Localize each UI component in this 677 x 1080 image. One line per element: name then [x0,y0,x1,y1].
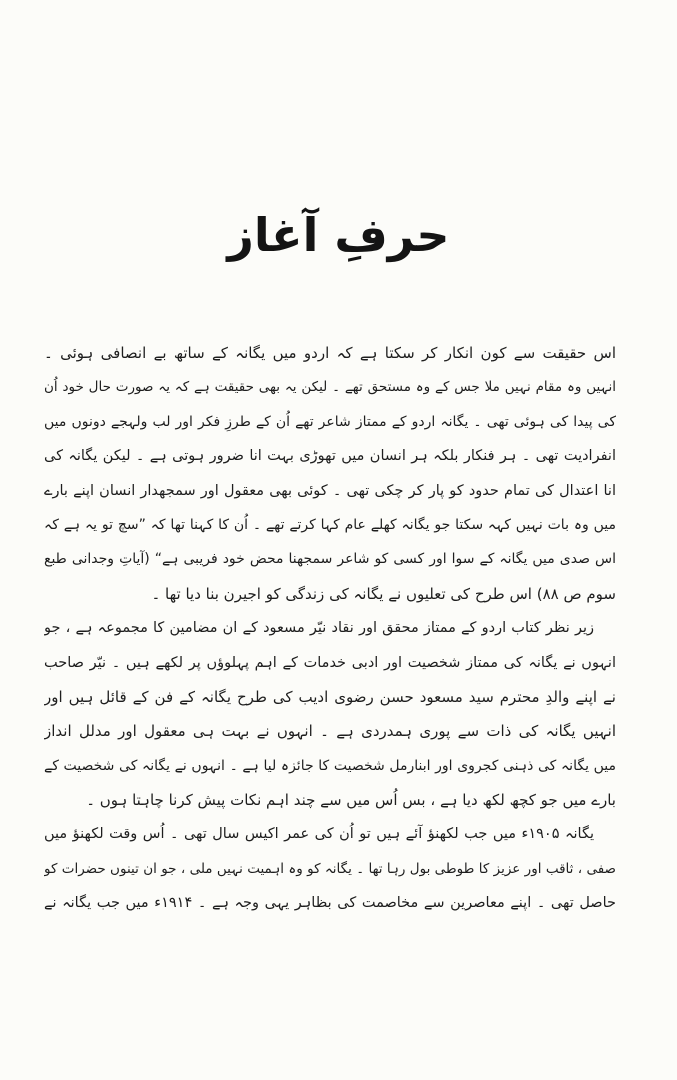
page-title: حرفِ آغاز [227,208,450,262]
text-line: نے اپنے والدِ محترم سید مسعود حسن رضوی ادیب کی طرح یگانہ کے فن کے قائل ہیں اور [44,687,616,706]
text-line: انفرادیت تھی ۔ ہر فنکار بلکہ ہر انسان میں تھوڑی بہت انا ضرور ہوتی ہے ۔ لیکن یگانہ کی [44,448,616,465]
text-line: زیر نظر کتاب اردو کے ممتاز محقق اور نقاد نیّر مسعود کے ان مضامین کا مجموعہ ہے ، جو [44,620,594,637]
text-line: بارے میں جو کچھ لکھ دیا ہے ، بس اُس میں سے چند اہم نکات پیش کرنا چاہتا ہوں ۔ [86,791,616,810]
text-line: اس حقیقت سے کون انکار کر سکتا ہے کہ اردو میں یگانہ کے ساتھ بے انصافی ہوئی ۔ [44,344,616,362]
text-line: صفی ، ثاقب اور عزیز کا طوطی بول رہا تھا ۔ یگانہ کو وہ اہمیت نہیں ملی ، جو ان تینوں حضرات کو [44,860,616,877]
text-line: یگانہ ۱۹۰۵ء میں جب لکھنؤ آئے ہیں تو اُن کی عمر اکیس سال تھی ۔ اُس وقت لکھنؤ میں [44,826,594,843]
body-text [44,336,616,921]
text-line: کی پیدا کی ہوئی تھی ۔ یگانہ اردو کے ممتاز شاعر تھے اُن کے طرزِ فکر اور لب ولہجے دونوں میں [44,413,616,430]
text-line: انا اعتدال کی تمام حدود کو پار کر چکی تھی ۔ کوئی بھی معقول اور سمجھدار انسان اپنے بارے [44,482,616,499]
text-line: سوم ص ۸۸) اس طرح کی تعلیوں نے یگانہ کی زندگی کو اجیرن بنا دیا تھا ۔ [151,584,616,603]
text-line: اس صدی میں یگانہ کے سوا اور کسی کو شاعر سمجھنا محض خود فریبی ہے“ (آیاتِ وجدانی طبع [44,551,616,568]
text-line: میں وہ بات نہیں کہہ سکتا جو یگانہ کھلے عام کہا کرتے تھے ۔ اُن کا کہنا تھا کہ ”سچ تو یہ ہے کہ [44,516,616,533]
text-line: انہیں یگانہ کی ذات سے پوری ہمدردی ہے ۔ انہوں نے بہت ہی معقول اور مدلل انداز [44,722,616,741]
text-line: انہوں نے یگانہ کی ممتاز شخصیت اور ادبی خدمات کے اہم پہلوؤں پر لکھے ہیں ۔ نیّر صاحب [44,654,616,671]
text-line: میں یگانہ کی ذہنی کجروی اور ابنارمل شخصیت کا جائزہ لیا ہے ۔ انہوں نے یگانہ کی شخصیت کے [44,757,616,774]
text-line: انہیں وہ مقام نہیں ملا جس کے وہ مستحق تھے ۔ لیکن یہ بھی حقیقت ہے کہ یہ صورت حال خود اُن [44,379,616,396]
text-line: حاصل تھی ۔ اپنے معاصرین سے مخاصمت کی بظاہر یہی وجہ ہے ۔ ۱۹۱۴ء میں جب یگانہ نے [44,895,616,912]
